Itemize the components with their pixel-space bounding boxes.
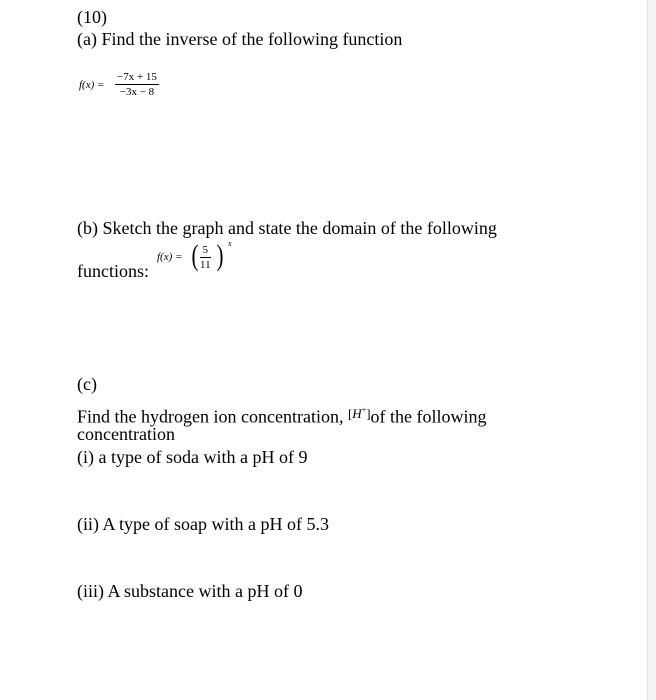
hydrogen-ion-symbol: [H+]	[347, 406, 371, 422]
part-a-prompt: (a) Find the inverse of the following function	[77, 29, 403, 49]
part-b-function-lhs: f(x) =	[157, 251, 183, 263]
part-c-item-ii: (ii) A type of soap with a pH of 5.3	[77, 514, 329, 534]
part-b-base-denominator: 11	[200, 259, 211, 271]
part-a-denominator: −3x − 8	[119, 86, 155, 98]
part-a-numerator: −7x + 15	[117, 71, 157, 83]
part-b-prompt-line1: (b) Sketch the graph and state the domain of the following	[77, 218, 497, 238]
part-b-exponent: x	[228, 239, 232, 248]
part-c-prompt-line2: concentration	[77, 424, 175, 444]
scrollbar-track[interactable]	[647, 0, 656, 700]
part-c-item-iii: (iii) A substance with a pH of 0	[77, 581, 303, 601]
part-c-prompt-after: of the following	[370, 406, 487, 427]
part-c-label: (c)	[77, 374, 97, 394]
right-paren: )	[216, 239, 224, 272]
problem-number: (10)	[77, 7, 107, 27]
part-a-fraction	[115, 71, 159, 98]
part-b-base-fraction	[200, 244, 211, 271]
part-b-base-numerator: 5	[200, 244, 211, 258]
part-b-prompt-line2: functions:	[77, 261, 149, 281]
part-c-prompt-before: Find the hydrogen ion concentration,	[77, 406, 344, 427]
left-paren: (	[191, 239, 199, 272]
part-c-item-i: (i) a type of soda with a pH of 9	[77, 447, 308, 467]
part-a-function-lhs: f(x) =	[79, 79, 105, 91]
